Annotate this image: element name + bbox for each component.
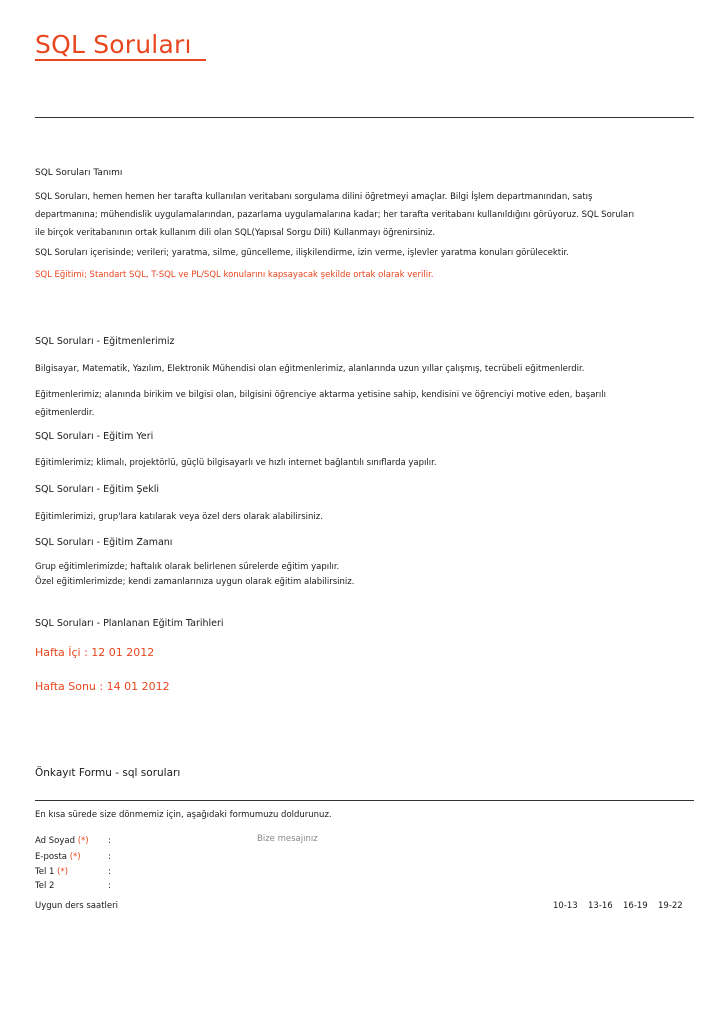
form-intro: En kısa sürede size dönmemiz için, aşağıdaki formumuzu doldurunuz.	[35, 810, 332, 820]
header-divider	[35, 117, 694, 118]
time-line-1: Grup eğitimlerimizde; haftalık olarak belirlenen sürelerde eğitim yapılır.	[35, 562, 340, 572]
trainers-paragraph-2	[35, 386, 695, 422]
trainers-heading: SQL Soruları - Eğitmenlerimiz	[35, 336, 175, 347]
required-star: (*)	[77, 836, 89, 846]
email-input[interactable]: :	[108, 852, 111, 862]
weekend-date: Hafta Sonu : 14 01 2012	[35, 680, 170, 693]
intro-line-1: SQL Soruları, hemen hemen her tarafta kullanılan veritabanı sorgulama dilini öğretmeyi amaçlar. Bilgi İşlem departmanından, satış	[35, 192, 593, 202]
intro-heading: SQL Soruları Tanımı	[35, 168, 123, 178]
place-heading: SQL Soruları - Eğitim Yeri	[35, 431, 154, 442]
weekday-date: Hafta İçi : 12 01 2012	[35, 646, 155, 659]
place-paragraph: Eğitimlerimiz; klimalı, projektörlü, güçlü bilgisayarlı ve hızlı internet bağlantılı sınıflarda yapılır.	[35, 458, 437, 468]
time-heading: SQL Soruları - Eğitim Zamanı	[35, 537, 173, 548]
name-input[interactable]: :	[108, 836, 111, 846]
message-textarea[interactable]: Bize mesajınız	[257, 834, 318, 844]
intro-paragraph-1	[35, 188, 695, 242]
email-label: E-posta (*)	[35, 852, 81, 862]
time-line-2: Özel eğitimlerimizde; kendi zamanlarınıza uygun olarak eğitim alabilirsiniz.	[35, 577, 355, 587]
trainers-line-2: eğitmenlerdir.	[35, 408, 95, 418]
required-star: (*)	[57, 867, 69, 877]
intro-line-3: ile birçok veritabanının ortak kullanım dili olan SQL(Yapısal Sorgu Dili) Kullanmayı öğrenirsiniz.	[35, 228, 436, 238]
format-paragraph: Eğitimlerimizi, grup'lara katılarak veya özel ders olarak alabilirsiniz.	[35, 512, 323, 522]
trainers-paragraph-1: Bilgisayar, Matematik, Yazılım, Elektronik Mühendisi olan eğitmenlerimiz, alanlarında uzun yıllar çalışmış, tecrübeli eğitmenlerdir.	[35, 364, 585, 374]
form-divider	[35, 800, 694, 801]
schedule-heading: SQL Soruları - Planlanan Eğitim Tarihleri	[35, 618, 224, 629]
required-star: (*)	[69, 852, 81, 862]
time-paragraph	[35, 560, 695, 590]
tel2-input[interactable]: :	[108, 881, 111, 891]
hours-label: Uygun ders saatleri	[35, 901, 118, 911]
tel1-label: Tel 1 (*)	[35, 867, 69, 877]
slot-13-16[interactable]: 13-16	[588, 901, 613, 911]
slot-16-19[interactable]: 16-19	[623, 901, 648, 911]
intro-line-2: departmanına; mühendislik uygulamalarından, pazarlama uygulamalarına kadar; her tarafta veritabanı kullanıldığını görüyoruz. SQL Soruları	[35, 210, 635, 220]
slot-19-22[interactable]: 19-22	[658, 901, 683, 911]
trainers-line-1: Eğitmenlerimiz; alanında birikim ve bilgisi olan, bilgisini öğrenciye aktarma yetisine sahip, kendisini ve öğrenciyi motive eden, başarılı	[35, 390, 607, 400]
name-label: Ad Soyad (*)	[35, 836, 89, 846]
title-underline	[35, 59, 206, 61]
tel2-label: Tel 2	[35, 881, 55, 891]
form-heading: Önkayıt Formu - sql soruları	[35, 767, 181, 779]
slot-10-13[interactable]: 10-13	[553, 901, 578, 911]
intro-paragraph-2: SQL Soruları içerisinde; verileri; yaratma, silme, güncelleme, ilişkilendirme, izin verme, işlevler yaratma konuları görülecektir.	[35, 248, 569, 258]
page-title: SQL Soruları	[35, 30, 192, 59]
tel1-input[interactable]: :	[108, 867, 111, 877]
format-heading: SQL Soruları - Eğitim Şekli	[35, 484, 160, 495]
intro-paragraph-3: SQL Eğitimi; Standart SQL, T-SQL ve PL/SQL konularını kapsayacak şekilde ortak olarak verilir.	[35, 270, 434, 280]
